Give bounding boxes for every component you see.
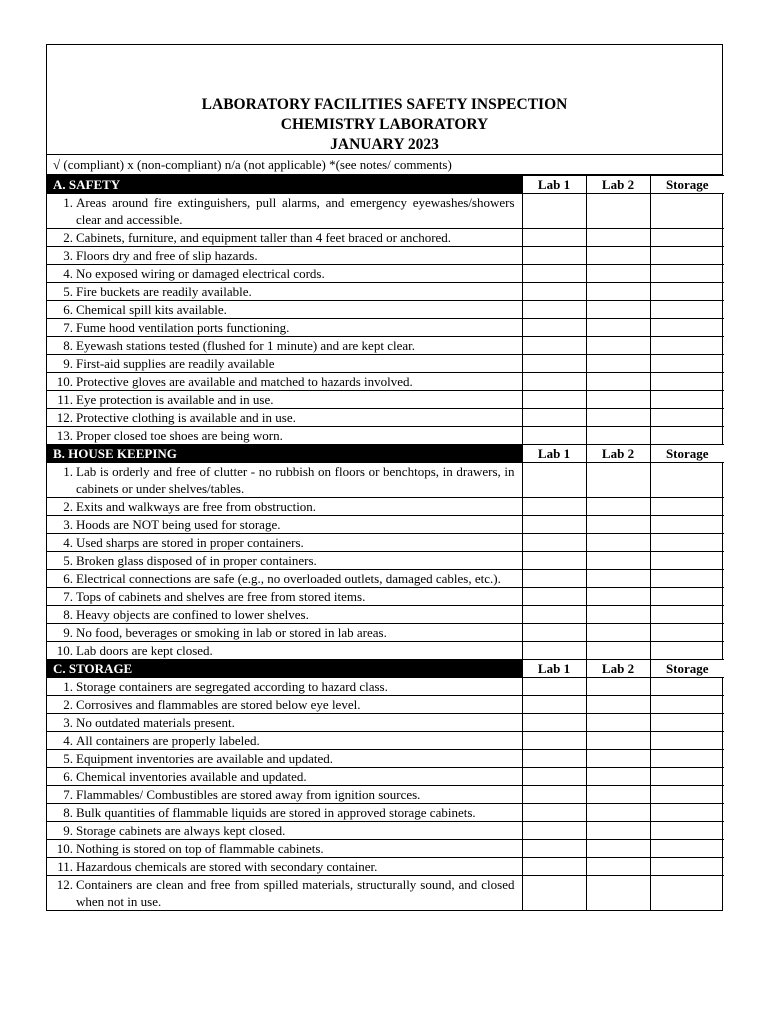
checklist-row — [47, 588, 724, 606]
item-text: Proper closed toe shoes are being worn. — [76, 428, 283, 443]
storage-check-cell[interactable] — [650, 804, 724, 822]
item-text: Nothing is stored on top of flammable cabinets. — [76, 841, 324, 856]
lab-1-check-cell[interactable] — [522, 337, 586, 355]
checklist-item — [47, 319, 522, 337]
lab-2-check-cell[interactable] — [586, 786, 650, 804]
lab-1-check-cell[interactable] — [522, 301, 586, 319]
checklist-row — [47, 301, 724, 319]
item-text: No food, beverages or smoking in lab or stored in lab areas. — [76, 625, 387, 640]
column-header: Lab 1 — [522, 176, 586, 194]
checklist-item — [47, 498, 522, 516]
item-text: All containers are properly labeled. — [76, 733, 260, 748]
lab-2-check-cell[interactable] — [586, 822, 650, 840]
lab-1-check-cell[interactable] — [522, 678, 586, 696]
checklist-row — [47, 714, 724, 732]
checklist-item — [47, 768, 522, 786]
item-number: 3. — [63, 715, 73, 730]
lab-1-check-cell[interactable] — [522, 858, 586, 876]
item-number: 13. — [56, 428, 73, 443]
checklist-item — [47, 588, 522, 606]
storage-check-cell[interactable] — [650, 194, 724, 229]
lab-2-check-cell[interactable] — [586, 516, 650, 534]
checklist-item — [47, 840, 522, 858]
storage-check-cell[interactable] — [650, 858, 724, 876]
lab-1-check-cell[interactable] — [522, 373, 586, 391]
checklist-item — [47, 301, 522, 319]
lab-2-check-cell[interactable] — [586, 498, 650, 516]
item-number: 10. — [56, 374, 73, 389]
item-number: 8. — [63, 607, 73, 622]
item-number: 10. — [56, 841, 73, 856]
storage-check-cell[interactable] — [650, 427, 724, 445]
item-number: 4. — [63, 733, 73, 748]
checklist-item — [47, 876, 522, 911]
inspection-form — [46, 44, 723, 911]
checklist-row — [47, 229, 724, 247]
item-text: No outdated materials present. — [76, 715, 235, 730]
lab-2-check-cell[interactable] — [586, 552, 650, 570]
checklist-item — [47, 229, 522, 247]
storage-check-cell[interactable] — [650, 786, 724, 804]
item-text: Equipment inventories are available and updated. — [76, 751, 334, 766]
lab-1-check-cell[interactable] — [522, 876, 586, 911]
lab-1-check-cell[interactable] — [522, 247, 586, 265]
item-text: Areas around fire extinguishers, pull alarms, and emergency eyewashes/showers clear and accessible. — [76, 195, 515, 227]
storage-check-cell[interactable] — [650, 319, 724, 337]
checklist-item — [47, 786, 522, 804]
lab-2-check-cell[interactable] — [586, 229, 650, 247]
title-line-2: CHEMISTRY LABORATORY — [280, 116, 489, 133]
storage-check-cell[interactable] — [650, 373, 724, 391]
item-number: 8. — [63, 805, 73, 820]
checklist-row — [47, 552, 724, 570]
checklist-row — [47, 804, 724, 822]
form-header — [47, 45, 722, 155]
checklist-item — [47, 265, 522, 283]
checklist-row — [47, 337, 724, 355]
item-number: 6. — [63, 769, 73, 784]
section-table — [47, 175, 724, 444]
checklist-row — [47, 373, 724, 391]
checklist-row — [47, 498, 724, 516]
lab-1-check-cell[interactable] — [522, 732, 586, 750]
item-number: 2. — [63, 697, 73, 712]
storage-check-cell[interactable] — [650, 588, 724, 606]
lab-2-check-cell[interactable] — [586, 355, 650, 373]
lab-2-check-cell[interactable] — [586, 606, 650, 624]
item-text: Flammables/ Combustibles are stored away from ignition sources. — [76, 787, 421, 802]
item-text: Storage containers are segregated according to hazard class. — [76, 679, 388, 694]
item-number: 2. — [63, 499, 73, 514]
checklist-item — [47, 714, 522, 732]
item-number: 3. — [63, 248, 73, 263]
storage-check-cell[interactable] — [650, 696, 724, 714]
column-header: Storage — [650, 660, 724, 678]
checklist-item — [47, 194, 522, 229]
checklist-row — [47, 265, 724, 283]
item-number: 4. — [63, 266, 73, 281]
item-text: Floors dry and free of slip hazards. — [76, 248, 258, 263]
checklist-row — [47, 750, 724, 768]
item-number: 1. — [63, 464, 73, 479]
item-number: 9. — [63, 356, 73, 371]
storage-check-cell[interactable] — [650, 355, 724, 373]
item-number: 10. — [56, 643, 73, 658]
checklist-row — [47, 355, 724, 373]
item-text: Containers are clean and free from spilled materials, structurally sound, and closed when not in use. — [76, 877, 515, 909]
lab-2-check-cell[interactable] — [586, 732, 650, 750]
item-text: Lab is orderly and free of clutter - no rubbish on floors or benchtops, in drawers, in cabinets or under shelves/tables. — [76, 464, 515, 496]
checklist-row — [47, 642, 724, 660]
item-number: 2. — [63, 230, 73, 245]
storage-check-cell[interactable] — [650, 570, 724, 588]
lab-2-check-cell[interactable] — [586, 768, 650, 786]
storage-check-cell[interactable] — [650, 642, 724, 660]
storage-check-cell[interactable] — [650, 498, 724, 516]
storage-check-cell[interactable] — [650, 624, 724, 642]
lab-2-check-cell[interactable] — [586, 624, 650, 642]
checklist-item — [47, 463, 522, 498]
item-text: Chemical spill kits available. — [76, 302, 227, 317]
item-number: 1. — [63, 195, 73, 210]
section-title: C. STORAGE — [47, 660, 522, 678]
lab-1-check-cell[interactable] — [522, 768, 586, 786]
checklist-item — [47, 391, 522, 409]
checklist-row — [47, 624, 724, 642]
column-header: Lab 2 — [586, 176, 650, 194]
lab-2-check-cell[interactable] — [586, 588, 650, 606]
section-title: B. HOUSE KEEPING — [47, 445, 522, 463]
checklist-row — [47, 732, 724, 750]
storage-check-cell[interactable] — [650, 876, 724, 911]
checklist-row — [47, 427, 724, 445]
item-text: Lab doors are kept closed. — [76, 643, 213, 658]
item-number: 5. — [63, 553, 73, 568]
lab-2-check-cell[interactable] — [586, 750, 650, 768]
storage-check-cell[interactable] — [650, 301, 724, 319]
lab-2-check-cell[interactable] — [586, 840, 650, 858]
storage-check-cell[interactable] — [650, 409, 724, 427]
checklist-row — [47, 768, 724, 786]
storage-check-cell[interactable] — [650, 840, 724, 858]
lab-1-check-cell[interactable] — [522, 588, 586, 606]
item-number: 7. — [63, 589, 73, 604]
checklist-row — [47, 194, 724, 229]
item-text: Eye protection is available and in use. — [76, 392, 274, 407]
lab-2-check-cell[interactable] — [586, 714, 650, 732]
storage-check-cell[interactable] — [650, 283, 724, 301]
item-number: 12. — [56, 410, 73, 425]
checklist-row — [47, 319, 724, 337]
lab-1-check-cell[interactable] — [522, 427, 586, 445]
item-number: 12. — [56, 877, 73, 892]
lab-2-check-cell[interactable] — [586, 337, 650, 355]
checklist-row — [47, 786, 724, 804]
item-text: Chemical inventories available and updated. — [76, 769, 307, 784]
lab-2-check-cell[interactable] — [586, 642, 650, 660]
lab-2-check-cell[interactable] — [586, 409, 650, 427]
checklist-row — [47, 247, 724, 265]
lab-1-check-cell[interactable] — [522, 265, 586, 283]
column-header: Lab 2 — [586, 660, 650, 678]
item-text: Cabinets, furniture, and equipment taller than 4 feet braced or anchored. — [76, 230, 452, 245]
lab-1-check-cell[interactable] — [522, 355, 586, 373]
lab-1-check-cell[interactable] — [522, 409, 586, 427]
item-text: Heavy objects are confined to lower shelves. — [76, 607, 309, 622]
legend-row: √ (compliant) x (non-compliant) n/a (not applicable) *(see notes/ comments) — [47, 155, 722, 175]
checklist-item — [47, 696, 522, 714]
checklist-row — [47, 534, 724, 552]
column-header: Lab 2 — [586, 445, 650, 463]
checklist-item — [47, 570, 522, 588]
item-text: Protective gloves are available and matched to hazards involved. — [76, 374, 413, 389]
storage-check-cell[interactable] — [650, 463, 724, 498]
section-title: A. SAFETY — [47, 176, 522, 194]
item-text: Electrical connections are safe (e.g., no overloaded outlets, damaged cables, etc.). — [76, 571, 501, 586]
lab-2-check-cell[interactable] — [586, 534, 650, 552]
item-text: Corrosives and flammables are stored below eye level. — [76, 697, 361, 712]
storage-check-cell[interactable] — [650, 229, 724, 247]
storage-check-cell[interactable] — [650, 337, 724, 355]
checklist-item — [47, 355, 522, 373]
lab-1-check-cell[interactable] — [522, 283, 586, 301]
item-number: 4. — [63, 535, 73, 550]
lab-2-check-cell[interactable] — [586, 570, 650, 588]
checklist-item — [47, 678, 522, 696]
item-number: 3. — [63, 517, 73, 532]
section-table — [47, 444, 724, 659]
lab-1-check-cell[interactable] — [522, 750, 586, 768]
lab-1-check-cell[interactable] — [522, 463, 586, 498]
item-number: 7. — [63, 320, 73, 335]
column-header: Lab 1 — [522, 445, 586, 463]
lab-1-check-cell[interactable] — [522, 624, 586, 642]
checklist-row — [47, 858, 724, 876]
storage-check-cell[interactable] — [650, 714, 724, 732]
storage-check-cell[interactable] — [650, 606, 724, 624]
lab-2-check-cell[interactable] — [586, 373, 650, 391]
item-text: Used sharps are stored in proper containers. — [76, 535, 304, 550]
item-text: Eyewash stations tested (flushed for 1 minute) and are kept clear. — [76, 338, 415, 353]
storage-check-cell[interactable] — [650, 265, 724, 283]
item-number: 6. — [63, 571, 73, 586]
checklist-row — [47, 463, 724, 498]
storage-check-cell[interactable] — [650, 534, 724, 552]
storage-check-cell[interactable] — [650, 750, 724, 768]
checklist-item — [47, 337, 522, 355]
sections-container — [47, 175, 722, 910]
checklist-row — [47, 696, 724, 714]
item-number: 6. — [63, 302, 73, 317]
lab-2-check-cell[interactable] — [586, 265, 650, 283]
checklist-row — [47, 822, 724, 840]
item-text: Storage cabinets are always kept closed. — [76, 823, 286, 838]
lab-1-check-cell[interactable] — [522, 822, 586, 840]
lab-1-check-cell[interactable] — [522, 498, 586, 516]
item-number: 1. — [63, 679, 73, 694]
storage-check-cell[interactable] — [650, 678, 724, 696]
checklist-row — [47, 840, 724, 858]
column-header: Lab 1 — [522, 660, 586, 678]
checklist-row — [47, 678, 724, 696]
checklist-item — [47, 732, 522, 750]
checklist-item — [47, 373, 522, 391]
lab-1-check-cell[interactable] — [522, 804, 586, 822]
storage-check-cell[interactable] — [650, 516, 724, 534]
column-header: Storage — [650, 176, 724, 194]
checklist-row — [47, 606, 724, 624]
lab-1-check-cell[interactable] — [522, 786, 586, 804]
lab-1-check-cell[interactable] — [522, 534, 586, 552]
storage-check-cell[interactable] — [650, 768, 724, 786]
storage-check-cell[interactable] — [650, 822, 724, 840]
form-title — [47, 95, 722, 155]
checklist-item — [47, 606, 522, 624]
checklist-item — [47, 516, 522, 534]
column-header: Storage — [650, 445, 724, 463]
lab-1-check-cell[interactable] — [522, 229, 586, 247]
lab-1-check-cell[interactable] — [522, 606, 586, 624]
lab-1-check-cell[interactable] — [522, 552, 586, 570]
item-number: 9. — [63, 823, 73, 838]
lab-1-check-cell[interactable] — [522, 516, 586, 534]
lab-2-check-cell[interactable] — [586, 678, 650, 696]
title-line-3: JANUARY 2023 — [330, 136, 439, 153]
checklist-item — [47, 804, 522, 822]
lab-2-check-cell[interactable] — [586, 391, 650, 409]
item-number: 7. — [63, 787, 73, 802]
checklist-item — [47, 283, 522, 301]
checklist-item — [47, 534, 522, 552]
checklist-row — [47, 283, 724, 301]
item-number: 5. — [63, 284, 73, 299]
item-text: Fume hood ventilation ports functioning. — [76, 320, 290, 335]
lab-2-check-cell[interactable] — [586, 876, 650, 911]
title-line-1: LABORATORY FACILITIES SAFETY INSPECTION — [201, 96, 568, 113]
item-text: Broken glass disposed of in proper containers. — [76, 553, 317, 568]
lab-2-check-cell[interactable] — [586, 247, 650, 265]
checklist-row — [47, 876, 724, 911]
item-number: 8. — [63, 338, 73, 353]
item-text: First-aid supplies are readily available — [76, 356, 275, 371]
checklist-item — [47, 750, 522, 768]
lab-2-check-cell[interactable] — [586, 194, 650, 229]
lab-2-check-cell[interactable] — [586, 463, 650, 498]
checklist-item — [47, 409, 522, 427]
lab-2-check-cell[interactable] — [586, 858, 650, 876]
lab-2-check-cell[interactable] — [586, 804, 650, 822]
checklist-item — [47, 624, 522, 642]
lab-1-check-cell[interactable] — [522, 319, 586, 337]
item-number: 11. — [57, 859, 73, 874]
item-text: Fire buckets are readily available. — [76, 284, 252, 299]
item-text: Hazardous chemicals are stored with secondary container. — [76, 859, 378, 874]
item-number: 9. — [63, 625, 73, 640]
checklist-row — [47, 391, 724, 409]
storage-check-cell[interactable] — [650, 552, 724, 570]
checklist-item — [47, 642, 522, 660]
lab-2-check-cell[interactable] — [586, 427, 650, 445]
item-text: No exposed wiring or damaged electrical cords. — [76, 266, 325, 281]
lab-2-check-cell[interactable] — [586, 319, 650, 337]
item-text: Exits and walkways are free from obstruction. — [76, 499, 317, 514]
lab-1-check-cell[interactable] — [522, 642, 586, 660]
lab-2-check-cell[interactable] — [586, 301, 650, 319]
lab-1-check-cell[interactable] — [522, 840, 586, 858]
checklist-row — [47, 570, 724, 588]
storage-check-cell[interactable] — [650, 247, 724, 265]
item-text: Tops of cabinets and shelves are free from stored items. — [76, 589, 366, 604]
lab-1-check-cell[interactable] — [522, 696, 586, 714]
storage-check-cell[interactable] — [650, 732, 724, 750]
item-text: Bulk quantities of flammable liquids are stored in approved storage cabinets. — [76, 805, 476, 820]
lab-1-check-cell[interactable] — [522, 570, 586, 588]
lab-2-check-cell[interactable] — [586, 283, 650, 301]
checklist-item — [47, 858, 522, 876]
lab-1-check-cell[interactable] — [522, 194, 586, 229]
checklist-item — [47, 552, 522, 570]
checklist-row — [47, 409, 724, 427]
checklist-item — [47, 427, 522, 445]
lab-1-check-cell[interactable] — [522, 714, 586, 732]
lab-2-check-cell[interactable] — [586, 696, 650, 714]
item-number: 11. — [57, 392, 73, 407]
item-number: 5. — [63, 751, 73, 766]
checklist-item — [47, 822, 522, 840]
checklist-item — [47, 247, 522, 265]
section-table — [47, 659, 724, 910]
item-text: Protective clothing is available and in use. — [76, 410, 296, 425]
item-text: Hoods are NOT being used for storage. — [76, 517, 281, 532]
checklist-row — [47, 516, 724, 534]
storage-check-cell[interactable] — [650, 391, 724, 409]
lab-1-check-cell[interactable] — [522, 391, 586, 409]
